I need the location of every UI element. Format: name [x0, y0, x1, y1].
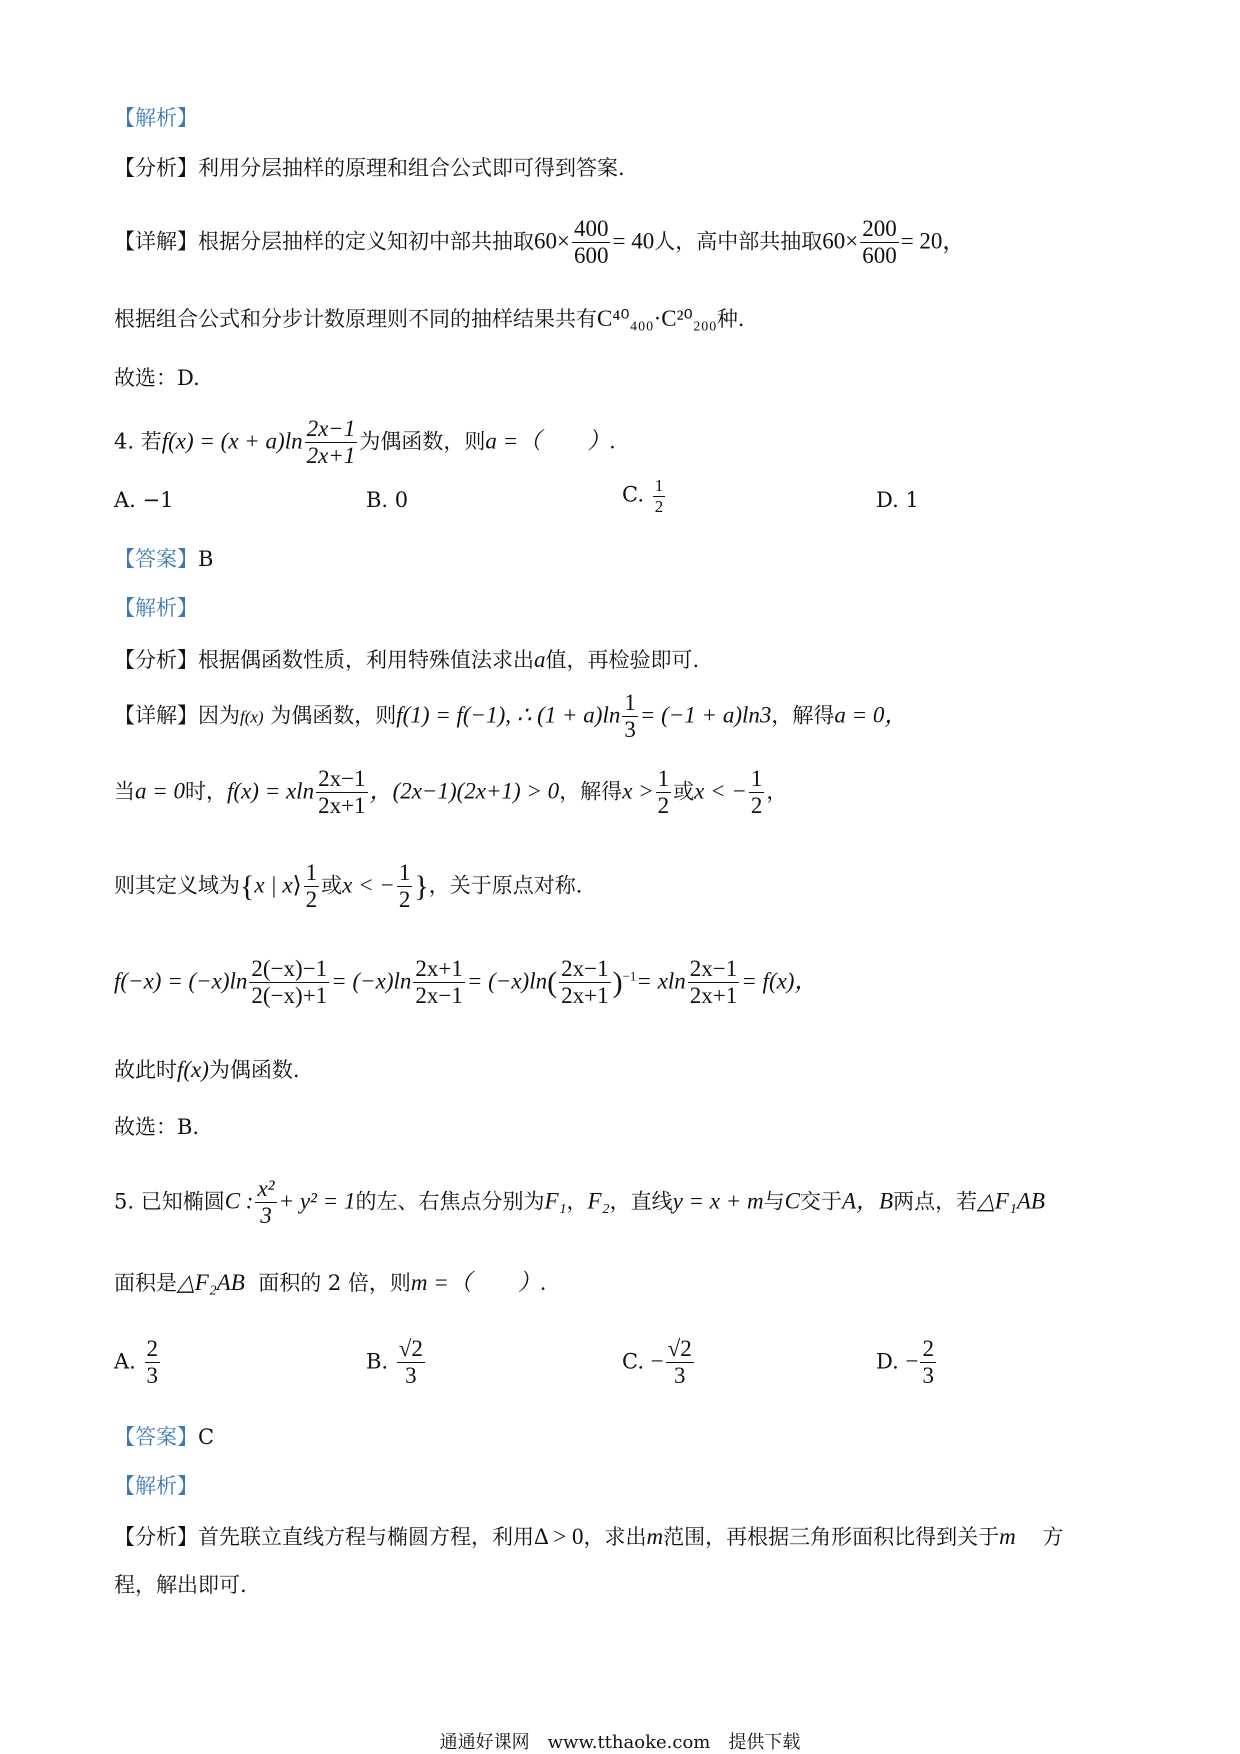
q3-combination: 根据组合公式和分步计数原理则不同的抽样结果共有C⁴⁰₄₀₀·C²⁰₂₀₀种. — [114, 306, 745, 331]
combination-expression: C⁴⁰₄₀₀·C²⁰₂₀₀ — [597, 306, 717, 331]
fraction: $\frac{1}{2}$ — [654, 476, 664, 516]
q5-option-a: A. $\frac{2}{3}$ — [114, 1336, 159, 1389]
q4-detail-2: 当a = 0时，f(x) = xln $\frac{2x-1}{2x+1}$ ，(2x−1)(2x+1) > 0，解得x > $\frac{1}{2}$ 或x < − $\frac{1}{2}$ ， — [114, 766, 788, 819]
fraction: $\frac{2x-1}{2x+1}$ — [561, 956, 609, 1009]
q4-option-b: B. 0 — [366, 488, 409, 512]
fraction: $\frac{1}{2}$ — [750, 766, 763, 819]
fraction: $\frac{2(-x)-1}{2(-x)+1}$ — [251, 956, 328, 1009]
fraction: $\frac{2x-1}{2x+1}$ — [318, 766, 366, 819]
q3-choice: 故选：D. — [114, 366, 200, 390]
fraction: $\frac{1}{3}$ — [624, 690, 636, 743]
page-footer: 通通好课网 www.tthaoke.com 提供下载 — [439, 1732, 801, 1753]
analysis-tag: 【解析】 — [114, 106, 198, 130]
fraction: $\frac{400}{600}$ — [573, 216, 609, 269]
q4-choice: 故选：B. — [114, 1115, 200, 1139]
q5-analysis-2: 程，解出即可. — [114, 1573, 247, 1597]
q4-detail-1: 【详解】因为f(x) 为偶函数，则f(1) = f(−1), ∴ (1 + a)ln $\frac{1}{3}$ = (−1 + a)ln3，解得a = 0， — [114, 690, 908, 743]
q4-stem: 4. 若f(x) = (x + a)ln $\frac{2x-1}{2x+1}$ 为偶函数，则a =（ ）. — [114, 416, 616, 469]
fraction: $\frac{2}{3}$ — [922, 1336, 934, 1389]
fraction: $\frac{√2}{3}$ — [667, 1336, 692, 1389]
q4-option-c: C. $\frac{1}{2}$ — [622, 476, 664, 516]
fraction: $\frac{2x-1}{2x+1}$ — [306, 416, 356, 469]
fraction: $\frac{1}{2}$ — [398, 860, 411, 913]
detail-label: 【详解】 — [114, 229, 198, 254]
q4-detail-3: 则其定义域为{x | x⟩ $\frac{1}{2}$ 或x < − $\frac{1}{2}$ }，关于原点对称. — [114, 860, 583, 913]
analysis-tag: 【解析】 — [114, 1474, 198, 1498]
q5-stem: 5. 已知椭圆C : $\frac{\text{x²}}{3}$ + y² = 1的左、右焦点分别为F₁，F₂，直线y = x + m与C交于A，B两点，若△F₁AB — [114, 1176, 1045, 1229]
q4-analysis: 【分析】根据偶函数性质，利用特殊值法求出a值，再检验即可. — [114, 647, 700, 672]
fraction: $\frac{\text{x²}}{3}$ — [257, 1176, 275, 1229]
analysis-text: 利用分层抽样的原理和组合公式即可得到答案. — [198, 156, 625, 180]
fraction: $\frac{200}{600}$ — [862, 216, 897, 269]
q3-detail: 【详解】根据分层抽样的定义知初中部共抽取60× $\frac{400}{600}$ = 40人，高中部共抽取60× $\frac{200}{600}$ = 20， — [114, 216, 966, 269]
q4-answer: 【答案】B — [114, 547, 214, 571]
fraction: $\frac{2}{3}$ — [146, 1336, 159, 1389]
q5-option-b: B. $\frac{√2}{3}$ — [366, 1336, 423, 1389]
analysis-tag: 【解析】 — [114, 596, 198, 620]
q5-option-d: D. − $\frac{2}{3}$ — [876, 1336, 934, 1389]
fraction: $\frac{√2}{3}$ — [398, 1336, 423, 1389]
q4-detail-4: f(−x) = (−x)ln $\frac{2(-x)-1}{2(-x)+1}$ = (−x)ln $\frac{2x+1}{2x-1}$ = (−x)ln( $\frac{2x-1}{2x+1}$ )$^{-1}$= xln $\frac{2x-1}{2x+1}$ = f(x)， — [114, 956, 818, 1009]
fraction: $\frac{2x-1}{2x+1}$ — [689, 956, 738, 1009]
q5-stem-2: 面积是△F₂AB 面积的 2 倍，则m =（ ）. — [114, 1270, 547, 1295]
fraction: $\frac{2x+1}{2x-1}$ — [415, 956, 463, 1009]
q5-option-c: C. − $\frac{√2}{3}$ — [622, 1336, 692, 1389]
q4-option-d: D. 1 — [876, 488, 919, 512]
q5-analysis: 【分析】首先联立直线方程与椭圆方程，利用Δ > 0，求出m范围，再根据三角形面积比得到关于m 方 — [114, 1524, 1064, 1549]
fraction: $\frac{1}{2}$ — [657, 766, 670, 819]
fraction: $\frac{1}{2}$ — [305, 860, 318, 913]
q3-analysis — [114, 158, 625, 179]
analysis-label: 【分析】 — [114, 156, 198, 180]
q4-detail-5: 故此时f(x)为偶函数. — [114, 1057, 300, 1082]
q5-answer: 【答案】C — [114, 1425, 215, 1449]
q4-option-a: A. −1 — [114, 488, 174, 512]
